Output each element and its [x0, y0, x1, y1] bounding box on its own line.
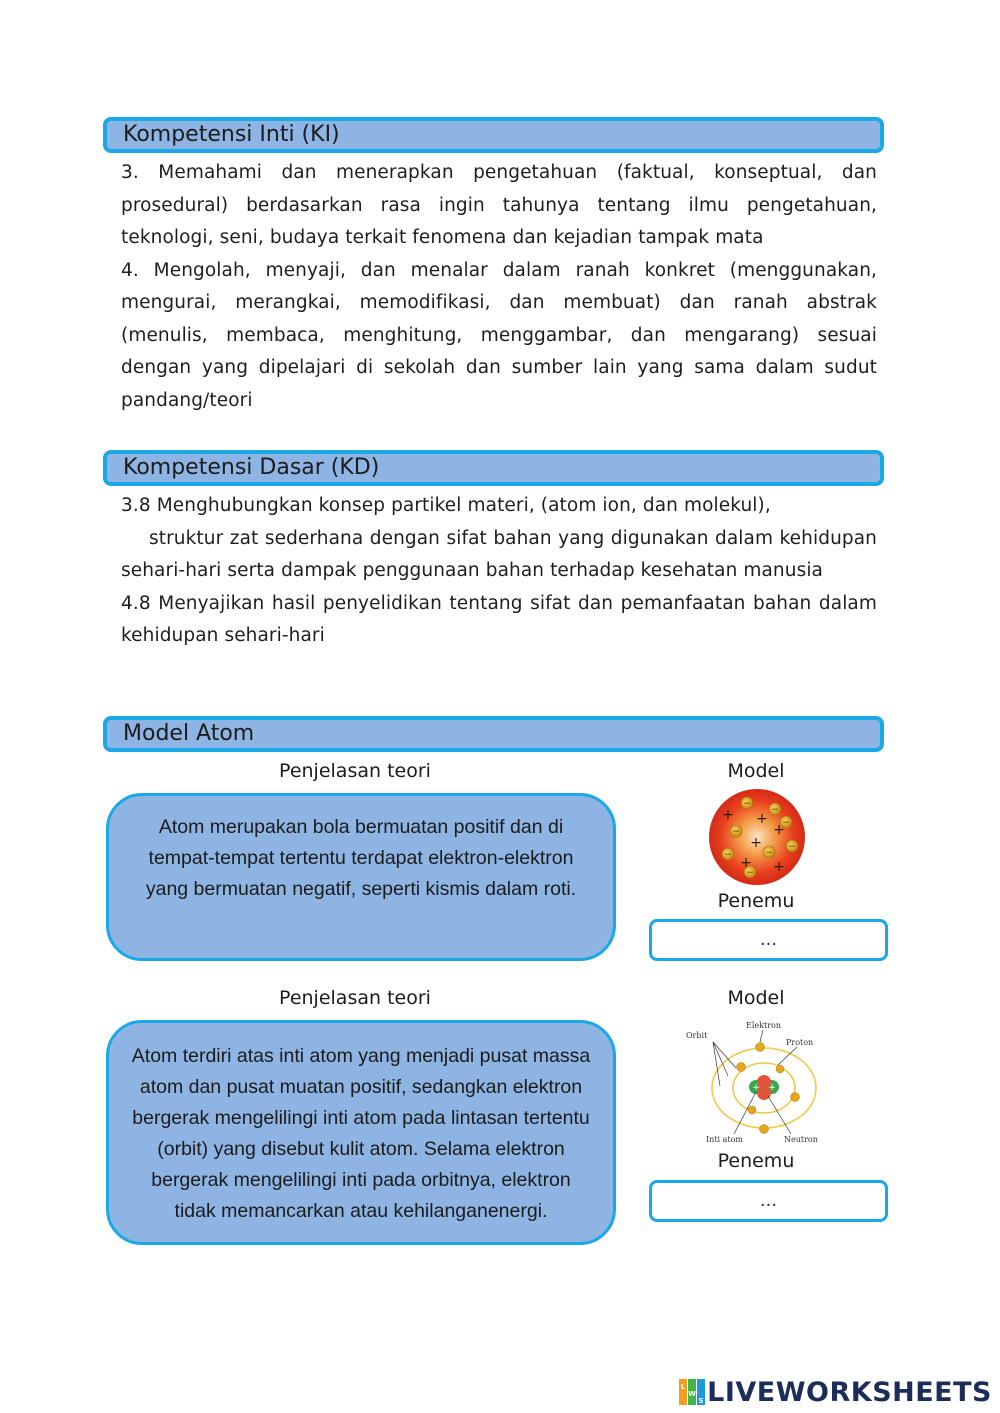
inventor-answer-field-1[interactable]: ...	[649, 919, 888, 961]
svg-text:L: L	[680, 1383, 686, 1391]
liveworksheets-wordmark: LIVEWORKSHEETS	[707, 1376, 992, 1408]
kd-item-4-8: 4.8 Menyajikan hasil penyelidikan tentang sifat dan pemanfaatan bahan dalam kehidupan sehari-hari	[121, 592, 877, 646]
inventor-label-1: Penemu	[717, 890, 795, 912]
liveworksheets-brand	[679, 1375, 992, 1409]
svg-text:+: +	[750, 835, 762, 851]
svg-text:+: +	[773, 822, 785, 838]
kd-item-3-8-line1: 3.8 Menghubungkan konsep partikel materi, (atom ion, dan molekul),	[121, 495, 771, 516]
svg-text:−: −	[771, 805, 779, 815]
section-header-model-atom: Model Atom	[103, 716, 884, 752]
theory-box-1: Atom merupakan bola bermuatan positif dan di tempat-tempat tertentu terdapat elektron-elektron yang bermuatan negatif, seperti kismis dalam roti.	[106, 793, 616, 961]
model-label-2: Model	[727, 987, 785, 1009]
svg-text:W: W	[688, 1390, 697, 1398]
svg-text:S: S	[698, 1397, 704, 1405]
svg-text:+: +	[773, 859, 785, 875]
svg-text:−: −	[732, 827, 740, 837]
section-header-kd: Kompetensi Dasar (KD)	[103, 450, 884, 486]
proton-label: Proton	[786, 1038, 814, 1047]
svg-text:−: −	[788, 842, 796, 852]
electron-label: Elektron	[746, 1021, 781, 1030]
section-header-ki: Kompetensi Inti (KI)	[103, 117, 884, 153]
kd-content	[121, 490, 877, 653]
svg-text:+: +	[756, 811, 768, 827]
svg-text:+: +	[722, 807, 734, 823]
ki-content	[121, 157, 877, 417]
thomson-model-image	[706, 786, 808, 888]
svg-text:−: −	[765, 848, 773, 858]
svg-text:+: +	[740, 855, 752, 871]
svg-text:−: −	[782, 818, 790, 828]
ki-item-4: 4. Mengolah, menyaji, dan menalar dalam ranah konkret (menggunakan, mengurai, merangkai, memodifikasi, dan membuat) dan ranah abstrak (menulis, membaca, menghitung, menggambar, dan mengarang) sesuai dengan yang dipelajari di sekolah dan sumber lain yang sama dalam sudut pandang/teori	[121, 259, 877, 411]
inventor-answer-field-2[interactable]: ...	[649, 1180, 888, 1222]
orbit-label: Orbit	[686, 1031, 708, 1040]
svg-text:−: −	[743, 799, 751, 809]
model-label-1: Model	[727, 760, 785, 782]
bohr-model-image	[676, 1016, 836, 1146]
neutron-label: Neutron	[784, 1135, 818, 1144]
svg-text:+: +	[768, 1083, 776, 1093]
inventor-label-2: Penemu	[717, 1150, 795, 1172]
svg-text:+: +	[752, 1083, 760, 1093]
theory-label-1: Penjelasan teori	[279, 760, 431, 782]
liveworksheets-logo-icon	[679, 1379, 705, 1405]
svg-text:−: −	[724, 850, 732, 860]
theory-label-2: Penjelasan teori	[279, 987, 431, 1009]
nucleus-label: Inti atom	[706, 1135, 744, 1144]
theory-box-2: Atom terdiri atas inti atom yang menjadi pusat massa atom dan pusat muatan positif, sedangkan elektron bergerak mengelilingi inti atom pada lintasan tertentu (orbit) yang disebut kulit atom. Selama elektron bergerak mengelilingi inti pada orbitnya, elektron tidak memancarkan atau kehilanganenergi.	[106, 1020, 616, 1245]
ki-item-3: 3. Memahami dan menerapkan pengetahuan (faktual, konseptual, dan prosedural) berdasarkan rasa ingin tahunya tentang ilmu pengetahuan, teknologi, seni, budaya terkait fenomena dan kejadian tampak mata	[121, 162, 877, 248]
svg-text:−: −	[746, 868, 754, 878]
kd-item-3-8-rest: struktur zat sederhana dengan sifat bahan yang digunakan dalam kehidupan sehari-hari serta dampak penggunaan bahan terhadap kesehatan manusia	[121, 527, 877, 581]
